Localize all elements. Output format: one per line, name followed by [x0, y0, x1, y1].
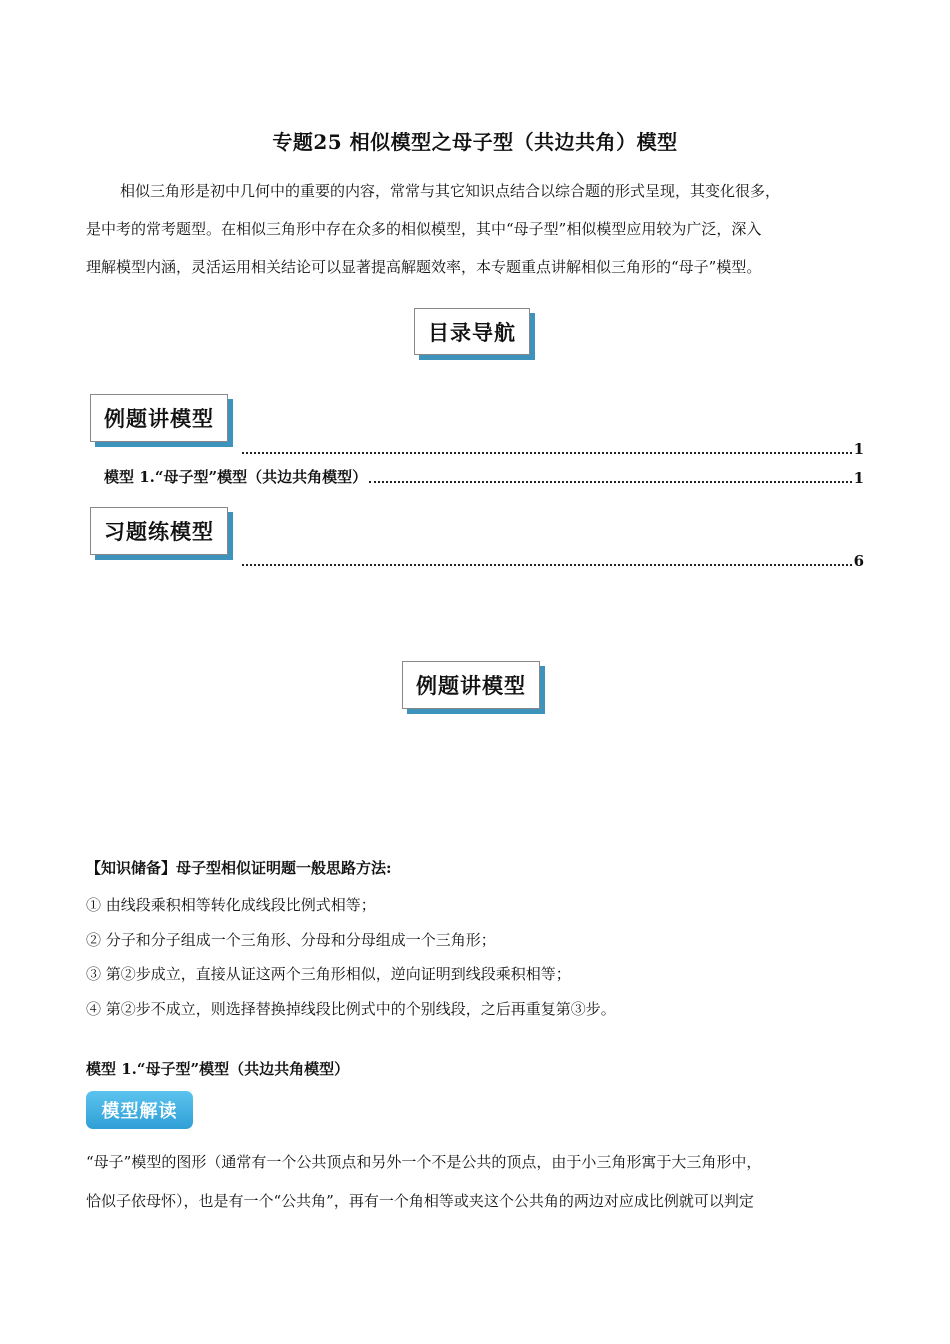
toc-leader-dots: [369, 480, 851, 483]
knowledge-step-2: ② 分子和分子组成一个三角形、分母和分母组成一个三角形；: [86, 931, 496, 949]
model-1-heading: 模型 1.“母子型”模型（共边共角模型）: [86, 1060, 350, 1078]
section-heading: 例题讲模型: [402, 661, 540, 709]
toc-entry-1[interactable]: [104, 469, 864, 487]
intro-line-3: 理解模型内涵，灵活运用相关结论可以显著提高解题效率，本专题重点讲解相似三角形的“母子”模型。: [86, 258, 762, 276]
toc-leader-dots: [242, 451, 852, 454]
knowledge-step-1: ① 由线段乘积相等转化成线段比例式相等；: [86, 896, 376, 914]
toc-section-2-label[interactable]: 习题练模型: [90, 507, 228, 555]
toc-section-2-line[interactable]: [240, 552, 864, 570]
toc-section-1-label[interactable]: 例题讲模型: [90, 394, 228, 442]
model-interpretation-badge: 模型解读: [86, 1091, 193, 1129]
knowledge-step-3: ③ 第②步成立，直接从证这两个三角形相似，逆向证明到线段乘积相等；: [86, 965, 571, 983]
page-title: 专题25 相似模型之母子型（共边共角）模型: [272, 130, 678, 154]
toc-heading: 目录导航: [414, 308, 530, 355]
toc-leader-dots: [242, 563, 852, 566]
body-line-1: “母子”模型的图形（通常有一个公共顶点和另外一个不是公共的顶点，由于小三角形寓于大三角形中，: [86, 1153, 762, 1171]
toc-section-1-line[interactable]: [240, 440, 864, 458]
intro-line-2: 是中考的常考题型。在相似三角形中存在众多的相似模型，其中“母子型”相似模型应用较为广泛，深入: [86, 220, 762, 238]
toc-entry-1-page: 1: [853, 469, 864, 487]
knowledge-step-4: ④ 第②步不成立，则选择替换掉线段比例式中的个别线段，之后再重复第③步。: [86, 1000, 616, 1018]
intro-line-1: 相似三角形是初中几何中的重要的内容，常常与其它知识点结合以综合题的形式呈现，其变化很多，: [120, 182, 781, 200]
knowledge-heading: 【知识储备】母子型相似证明题一般思路方法:: [86, 859, 392, 877]
body-line-2: 恰似子依母怀），也是有一个“公共角”，再有一个角相等或夹这个公共角的两边对应成比例就可以判定: [86, 1192, 754, 1210]
toc-section-2-page: 6: [853, 552, 864, 570]
toc-entry-1-text: 模型 1.“母子型”模型（共边共角模型）: [104, 468, 368, 486]
toc-section-1-page: 1: [853, 440, 864, 458]
